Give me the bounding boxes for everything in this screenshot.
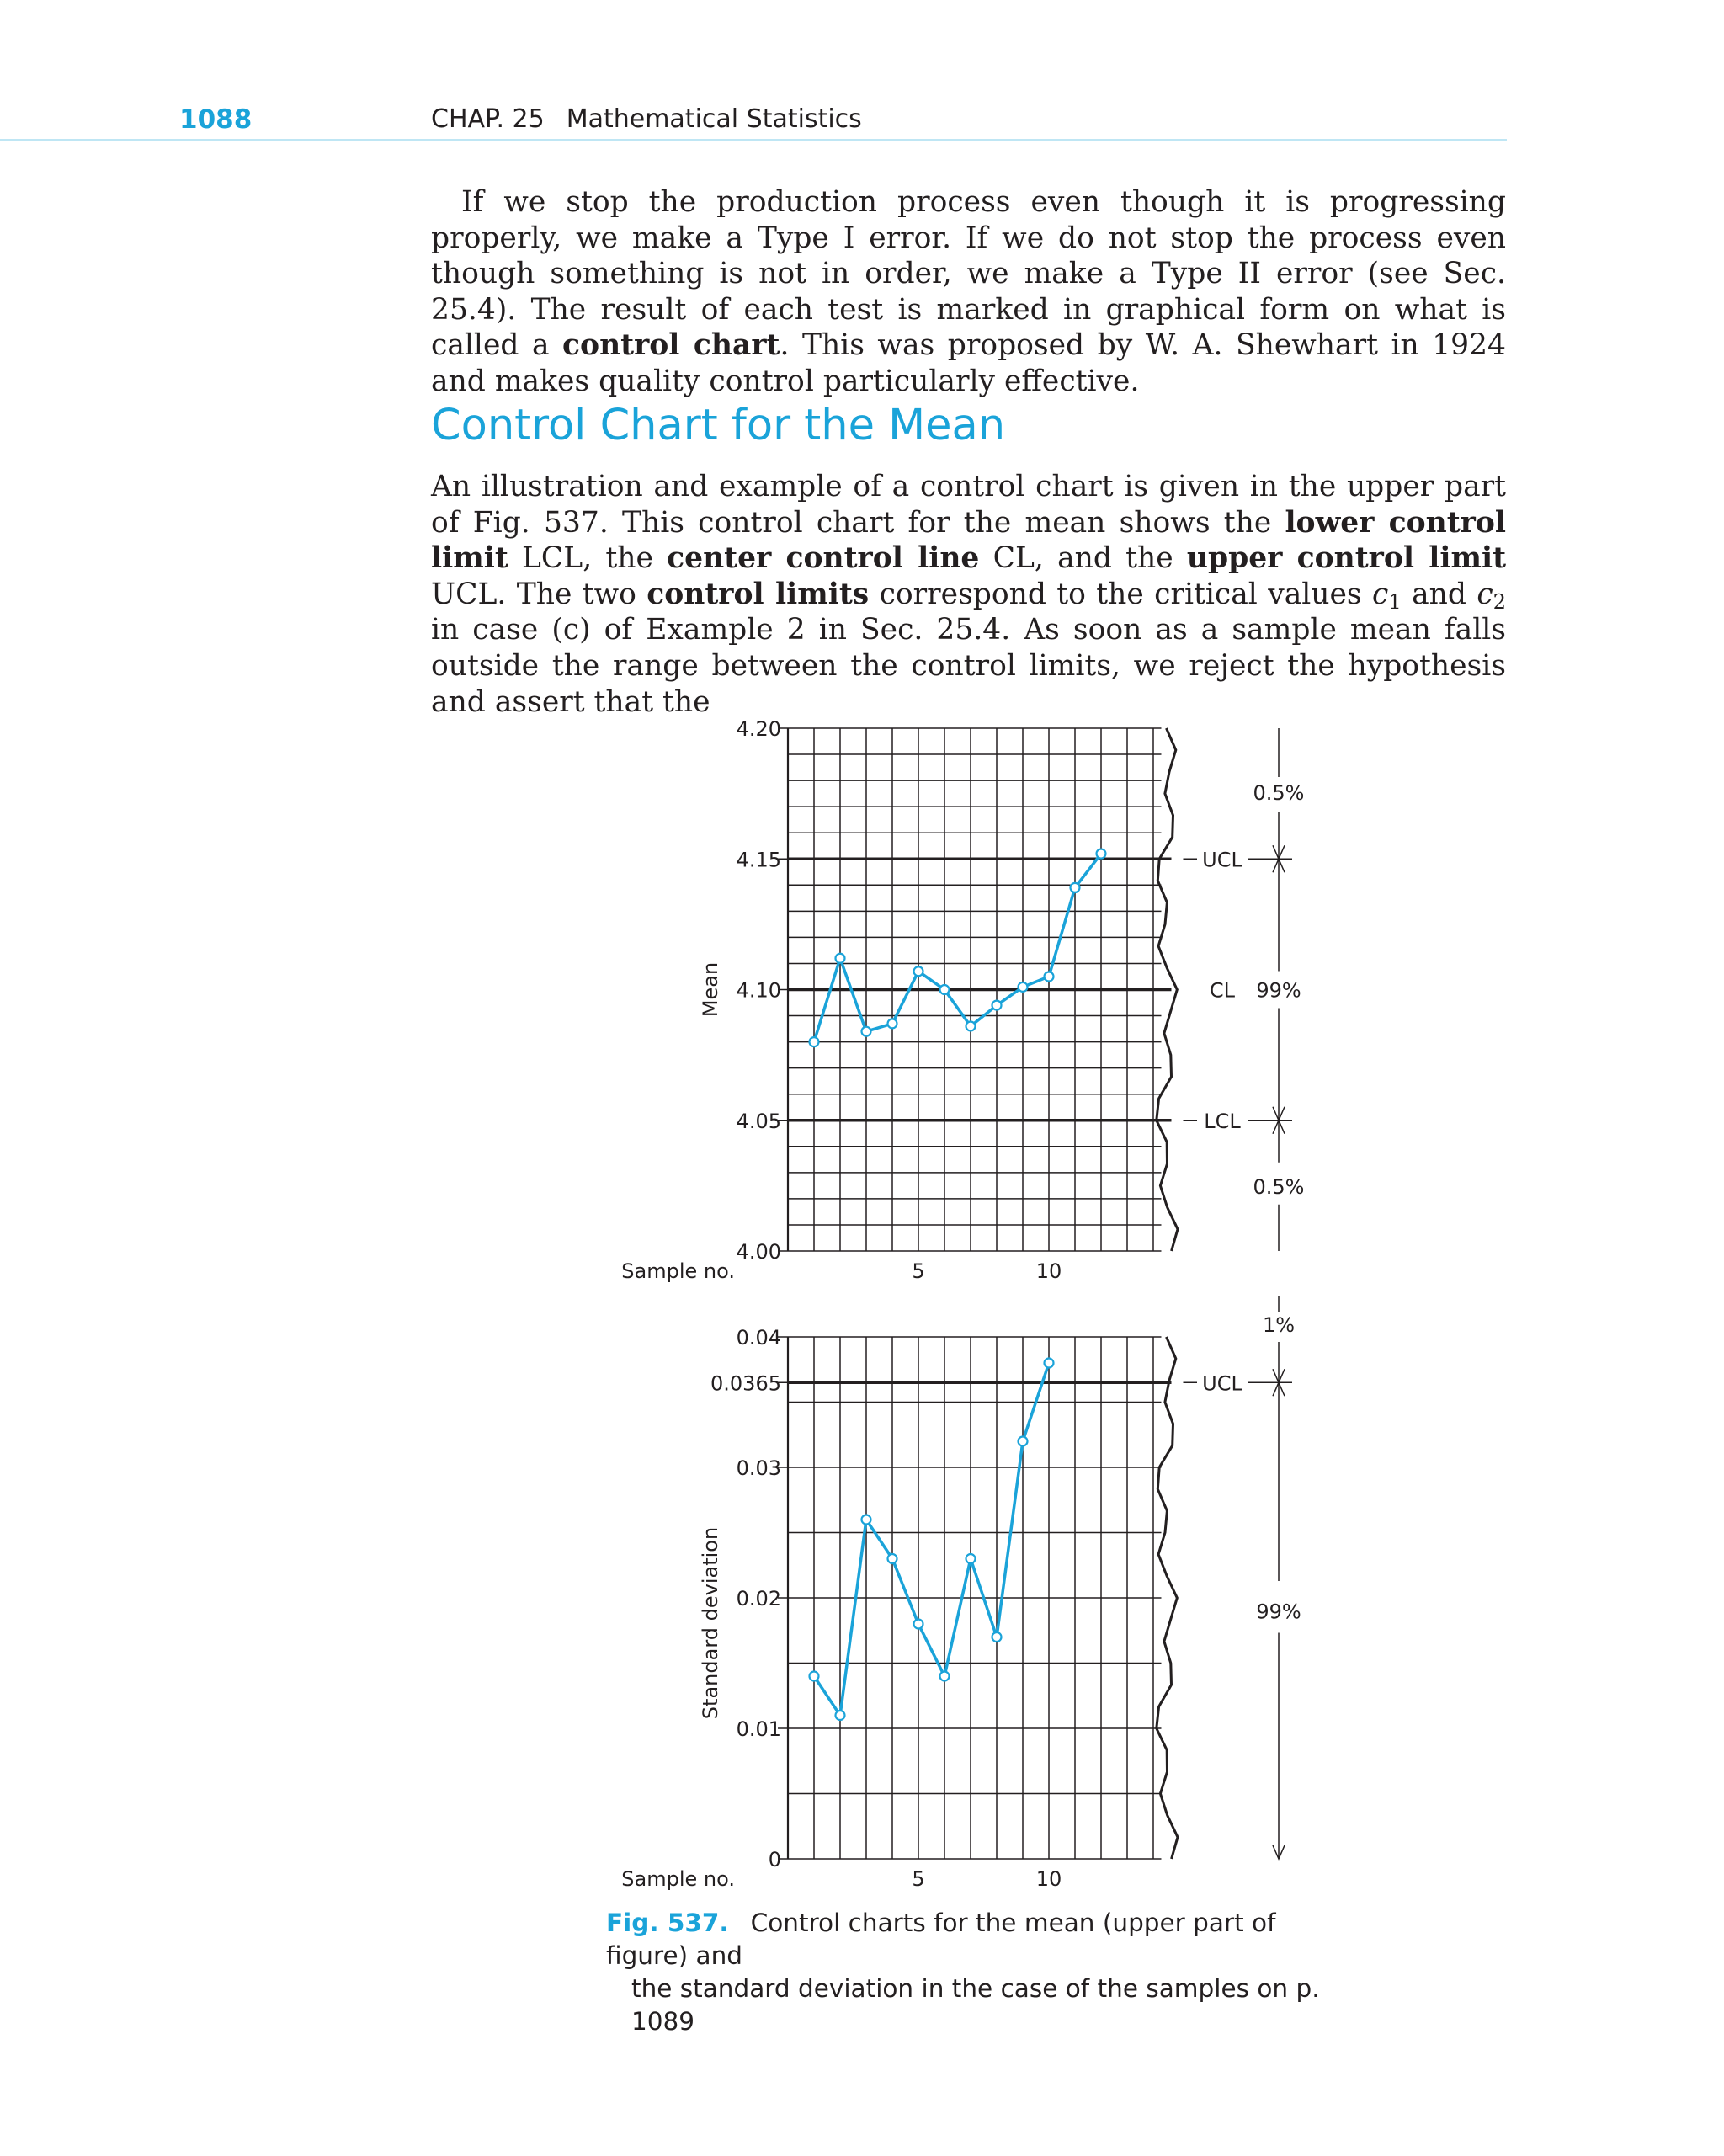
term-center-control-line: center control line bbox=[667, 541, 980, 576]
figure-label: Fig. 537. bbox=[606, 1908, 729, 1937]
chapter-number: CHAP. 25 bbox=[431, 104, 545, 134]
sd-y-tick-label: 0 bbox=[768, 1848, 781, 1871]
caption-line-2: the standard deviation in the case of the samples on p. 1089 bbox=[631, 1974, 1320, 2036]
sd-data-point bbox=[940, 1672, 950, 1681]
math-var: c bbox=[1372, 577, 1389, 611]
sd-pct-top: 1% bbox=[1262, 1313, 1296, 1337]
term-control-limits: control limits bbox=[646, 577, 870, 611]
text-run: UCL. The two bbox=[431, 577, 647, 611]
term-upper-control-limit: upper control limit bbox=[1186, 541, 1507, 576]
text-run: correspond to the critical values bbox=[869, 577, 1373, 611]
page-number: 1088 bbox=[179, 104, 253, 135]
sd-x-tick-label: 5 bbox=[912, 1867, 925, 1891]
mean-data-point bbox=[940, 985, 950, 994]
sd-data-point bbox=[914, 1620, 923, 1629]
mean-y-tick-label: 4.05 bbox=[736, 1109, 781, 1133]
figure-caption bbox=[606, 1907, 1364, 2038]
sd-data-point bbox=[862, 1515, 871, 1525]
mean-pct-bottom: 0.5% bbox=[1253, 1174, 1305, 1199]
figure-537 bbox=[0, 707, 1724, 1970]
math-sub: 1 bbox=[1388, 589, 1402, 614]
sd-y-tick-label: 0.0365 bbox=[710, 1371, 781, 1396]
sd-x-axis-label: Sample no. bbox=[621, 1867, 735, 1891]
mean-data-point bbox=[1045, 972, 1054, 981]
mean-y-tick-label: 4.00 bbox=[736, 1240, 781, 1264]
mean-data-point bbox=[810, 1037, 819, 1046]
sd-y-tick-label: 0.01 bbox=[736, 1717, 781, 1741]
sd-pct-middle: 99% bbox=[1256, 1600, 1301, 1624]
text-run: An illustration and example of a control chart is given in the upper part of Fig. 537. This control chart for the mean shows the bbox=[431, 470, 1506, 540]
paragraph-type-errors bbox=[431, 184, 1506, 400]
mean-data-point bbox=[888, 1019, 897, 1028]
sd-data-point bbox=[992, 1632, 1002, 1642]
page-header bbox=[0, 0, 1724, 143]
sd-series-line bbox=[814, 1363, 1049, 1716]
term-control-chart: control chart bbox=[562, 328, 780, 363]
mean-pct-middle: 99% bbox=[1256, 978, 1301, 1003]
header-rule bbox=[0, 139, 1507, 141]
mean-data-point bbox=[966, 1021, 976, 1030]
sd-data-point bbox=[810, 1672, 819, 1681]
mean-y-tick-label: 4.10 bbox=[736, 978, 781, 1003]
math-var: c bbox=[1477, 577, 1493, 611]
text-run: and bbox=[1401, 577, 1477, 611]
section-heading: Control Chart for the Mean bbox=[431, 401, 1006, 450]
mean-y-tick-label: 4.15 bbox=[736, 848, 781, 872]
mean-x-tick-label: 10 bbox=[1035, 1259, 1062, 1283]
sd-y-tick-label: 0.02 bbox=[736, 1587, 781, 1610]
mean-pct-top: 0.5% bbox=[1253, 781, 1305, 805]
text-run: . This was proposed by W. A. Shewhart in 1924 and makes quality control particularly effective. bbox=[431, 328, 1507, 398]
text-run: LCL, the bbox=[508, 541, 668, 576]
text-run: CL, and the bbox=[979, 541, 1187, 576]
mean-data-point bbox=[862, 1027, 871, 1036]
control-charts-svg bbox=[0, 707, 1724, 1903]
chapter-title: Mathematical Statistics bbox=[566, 104, 862, 134]
caption-line-1: Control charts for the mean (upper part of figure) and bbox=[606, 1908, 1276, 1970]
math-c2 bbox=[1477, 577, 1506, 614]
sd-data-point bbox=[1045, 1359, 1054, 1368]
mean-data-point bbox=[1071, 883, 1080, 892]
math-c1 bbox=[1372, 577, 1402, 614]
mean-data-point bbox=[1097, 849, 1106, 859]
mean-label-lcl: LCL bbox=[1204, 1109, 1241, 1133]
sd-y-axis-label: Standard deviation bbox=[699, 1526, 722, 1720]
mean-data-point bbox=[914, 966, 923, 976]
term-lower-control-limit: lower control limit bbox=[431, 505, 1506, 576]
sd-y-tick-label: 0.04 bbox=[736, 1326, 781, 1349]
text-run: in case (c) of Example 2 in Sec. 25.4. As soon as a sample mean falls outside the range between the control limits, we reject the hypothesis and assert that the bbox=[431, 613, 1506, 719]
mean-series-line bbox=[814, 854, 1101, 1042]
text-run: If we stop the production process even though it is progressing properly, we make a Type I error. If we do not stop the process even though something is not in order, we make a Type II error (see Sec. 25.4). The result of each test is marked in graphical form on what is called a bbox=[431, 185, 1506, 363]
mean-data-point bbox=[992, 1001, 1002, 1010]
mean-data-point bbox=[1019, 982, 1028, 992]
running-head bbox=[431, 104, 862, 134]
sd-data-point bbox=[966, 1554, 976, 1563]
sd-data-point bbox=[1019, 1437, 1028, 1446]
sd-data-point bbox=[836, 1711, 845, 1720]
math-sub: 2 bbox=[1493, 589, 1506, 614]
paragraph-control-chart-mean bbox=[431, 469, 1506, 720]
sd-x-tick-label: 10 bbox=[1035, 1867, 1062, 1891]
mean-x-tick-label: 5 bbox=[912, 1259, 925, 1283]
mean-x-axis-label: Sample no. bbox=[621, 1259, 735, 1283]
mean-y-axis-label: Mean bbox=[699, 961, 722, 1018]
sd-label-ucl: UCL bbox=[1202, 1371, 1242, 1396]
sd-data-point bbox=[888, 1554, 897, 1563]
mean-label-cl: CL bbox=[1209, 978, 1236, 1003]
mean-label-ucl: UCL bbox=[1202, 848, 1242, 872]
sd-y-tick-label: 0.03 bbox=[736, 1456, 781, 1480]
mean-data-point bbox=[836, 954, 845, 963]
mean-y-tick-label: 4.20 bbox=[736, 717, 781, 741]
